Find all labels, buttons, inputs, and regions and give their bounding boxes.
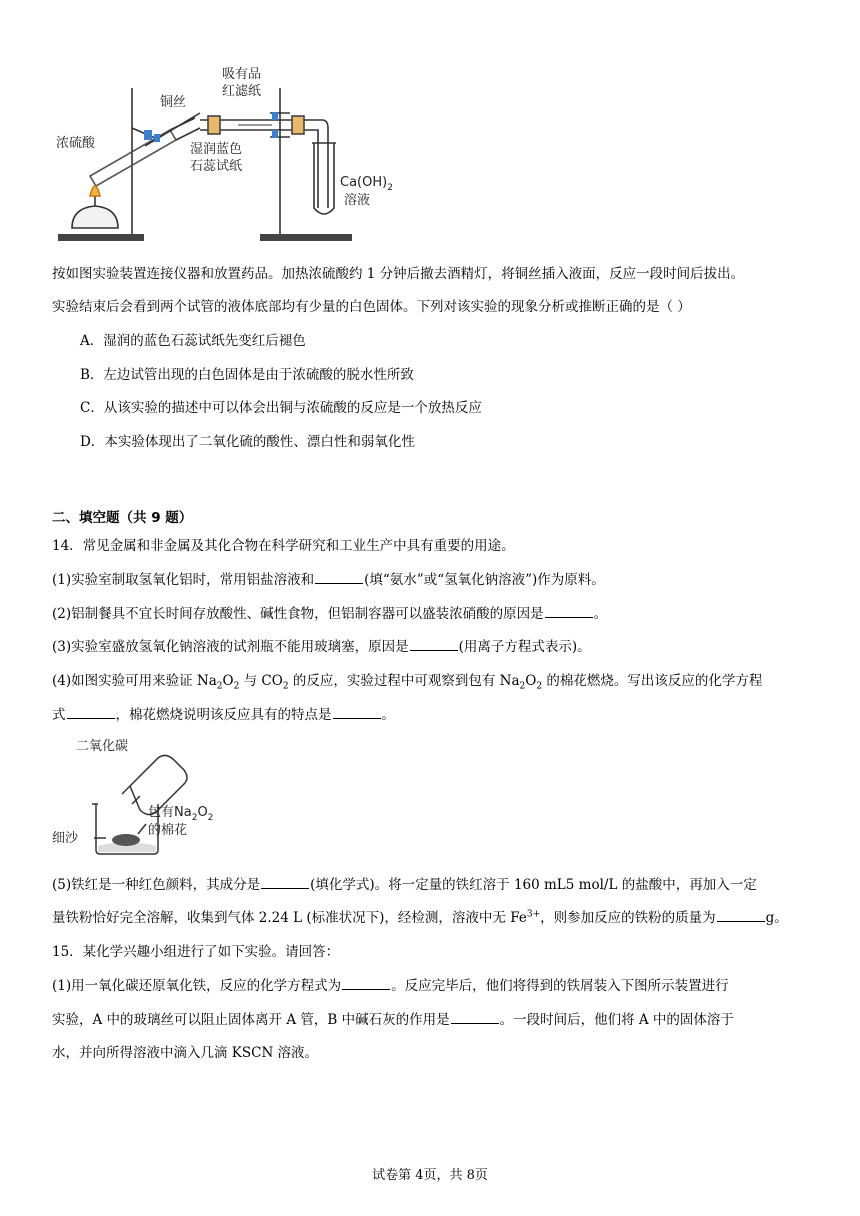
q13-stem-1: 按如图实验装置连接仪器和放置药品。加热浓硫酸约 1 分钟后撤去酒精灯，将铜丝插入液面，反应一段时间后拔出。 [52, 266, 745, 282]
answer-blank[interactable] [333, 704, 381, 719]
label-co2: 二氧化碳 [76, 739, 129, 754]
q13-option-a: A．湿润的蓝色石蕊试纸先变红后褪色 [80, 333, 306, 349]
label-conc-sulfuric-acid: 浓硫酸 [56, 136, 96, 151]
label-litmus-1: 湿润蓝色 [190, 142, 243, 157]
label-caoh2: $Ca(OH)_2$ [340, 175, 393, 193]
q13-stem-2: 实验结束后会看到两个试管的液体底部均有少量的白色固体。下列对该实验的现象分析或推断正确的是（ ） [52, 299, 691, 315]
label-sand: 细沙 [52, 831, 79, 846]
q13-option-c: C．从该实验的描述中可以体会出铜与浓硫酸的反应是一个放热反应 [80, 400, 482, 416]
apparatus-figure [50, 58, 410, 248]
answer-blank[interactable] [342, 975, 390, 990]
answer-blank[interactable] [315, 569, 363, 584]
label-copper-wire: 铜丝 [160, 95, 187, 110]
q14-part4-cont: 式 ，棉花燃烧说明该反应具有的特点是 。 [52, 703, 395, 723]
label-solution: 溶液 [344, 193, 371, 208]
answer-blank[interactable] [410, 636, 458, 651]
q15-stem: 15．某化学兴趣小组进行了如下实验。请回答： [52, 944, 340, 960]
q13-option-d: D．本实验体现出了二氧化硫的酸性、漂白性和弱氧化性 [80, 434, 415, 450]
q14-part4: (4)如图实验可用来验证 $Na_2O_2$ 与 $CO_2$ 的反应，实验过程中可观察到包有 $Na_2O_2$ 的棉花燃烧。写出该反应的化学方程 [52, 673, 763, 692]
q15-part1-cont: 实验，A 中的玻璃丝可以阻止固体离开 A 管，B 中碱石灰的作用是 。一段时间后，他们将 A 中的固体溶于 [52, 1008, 734, 1028]
label-wrapped: 包有$Na_2O_2$ [148, 805, 214, 823]
answer-blank[interactable] [261, 874, 309, 889]
label-litmus-2: 石蕊试纸 [190, 159, 243, 174]
page-footer: 试卷第 4页，共 8页 [372, 1168, 488, 1183]
answer-blank[interactable] [717, 907, 765, 922]
label-cotton: 的棉花 [148, 823, 188, 838]
section-title: 二、填空题（共 9 题） [52, 510, 193, 526]
label-red-paper-2: 红滤纸 [222, 84, 262, 99]
q14-part5: (5)铁红是一种红色颜料，其成分是 (填化学式)。将一定量的铁红溶于 160 mL5 mol/L 的盐酸中，再加入一定 [52, 873, 757, 893]
q14-part2: (2)铝制餐具不宜长时间存放酸性、碱性食物，但铝制容器可以盛装浓硝酸的原因是 。 [52, 602, 607, 622]
q13-option-b: B．左边试管出现的白色固体是由于浓硫酸的脱水性所致 [80, 367, 414, 383]
q14-part5-cont: 量铁粉恰好完全溶解，收集到气体 2.24 L (标准状况下)，经检测，溶液中无 $Fe^{3+}$，则参加反应的铁粉的质量为 g。 [52, 906, 788, 926]
answer-blank[interactable] [451, 1009, 499, 1024]
beaker-figure [50, 734, 250, 859]
q14-stem: 14．常见金属和非金属及其化合物在科学研究和工业生产中具有重要的用途。 [52, 538, 515, 554]
label-red-paper-1: 吸有品 [222, 67, 262, 82]
q14-part1: (1)实验室制取氢氧化铝时，常用铝盐溶液和 (填“氨水”或“氢氧化钠溶液”)作为原料。 [52, 568, 605, 588]
answer-blank[interactable] [545, 603, 593, 618]
q15-part1-cont2: 水，并向所得溶液中滴入几滴 KSCN 溶液。 [52, 1045, 319, 1061]
answer-blank[interactable] [67, 704, 115, 719]
q14-part3: (3)实验室盛放氢氧化钠溶液的试剂瓶不能用玻璃塞，原因是 (用离子方程式表示)。 [52, 635, 591, 655]
q15-part1: (1)用一氧化碳还原氧化铁，反应的化学方程式为 。反应完毕后，他们将得到的铁屑装入下图所示装置进行 [52, 974, 729, 994]
